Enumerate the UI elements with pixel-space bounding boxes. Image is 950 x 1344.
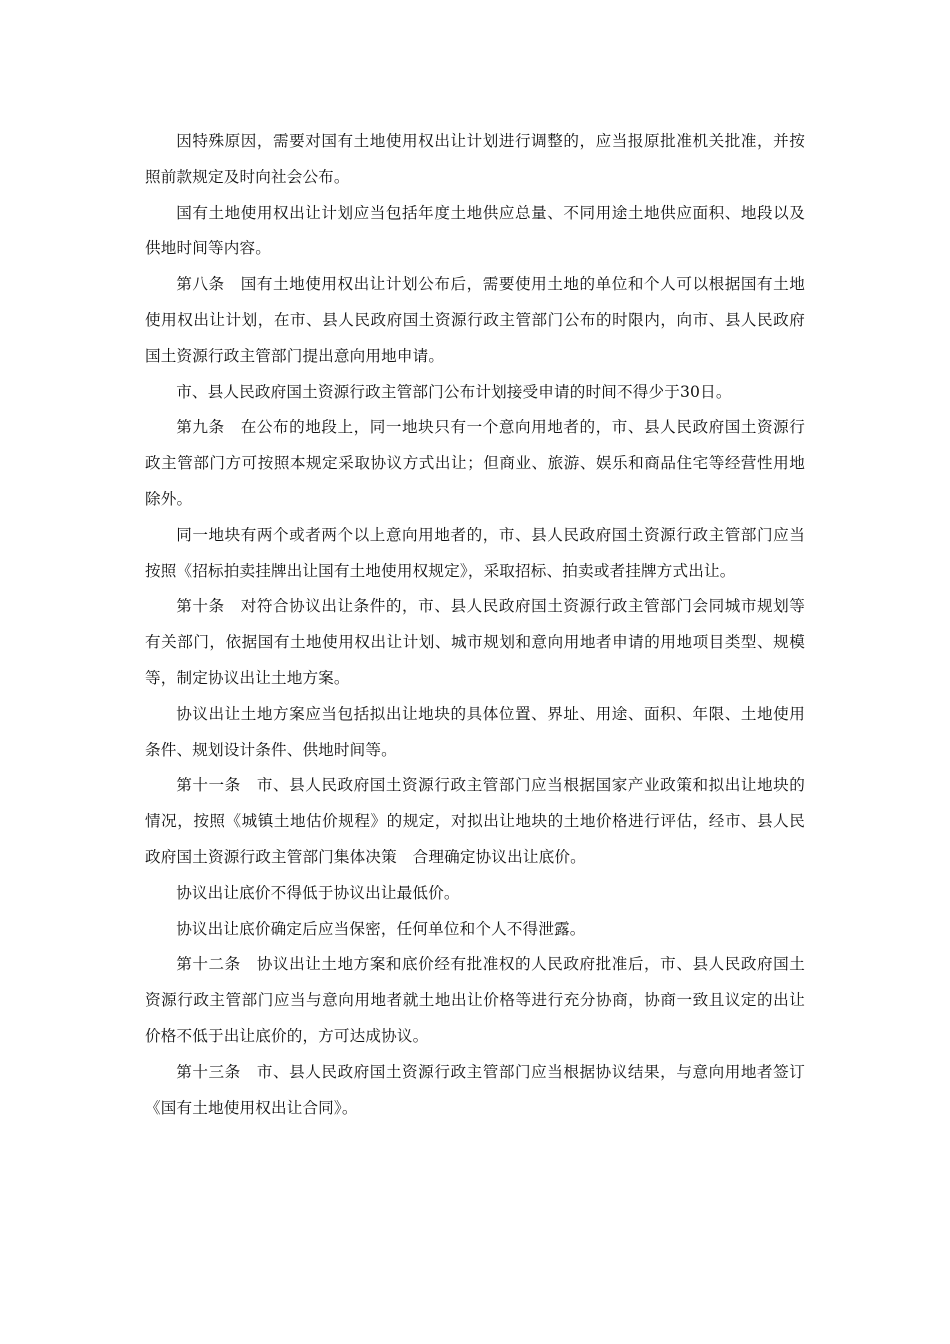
paragraph-article-8: 第八条 国有土地使用权出让计划公布后，需要使用土地的单位和个人可以根据国有土地使用权出让计划，在市、县人民政府国土资源行政主管部门公布的时限内，向市、县人民政府国土资源行政主管部门提出意向用地申请。 [145, 275, 805, 365]
paragraph-article-12: 第十二条 协议出让土地方案和底价经有批准权的人民政府批准后，市、县人民政府国土资源行政主管部门应当与意向用地者就土地出让价格等进行充分协商，协商一致且议定的出让价格不低于出让底价的，方可达成协议。 [145, 955, 805, 1045]
paragraph: 同一地块有两个或者两个以上意向用地者的，市、县人民政府国土资源行政主管部门应当按照《招标拍卖挂牌出让国有土地使用权规定》，采取招标、拍卖或者挂牌方式出让。 [145, 525, 805, 580]
paragraph-article-9: 第九条 在公布的地段上，同一地块只有一个意向用地者的，市、县人民政府国土资源行政主管部门方可按照本规定采取协议方式出让；但商业、旅游、娱乐和商品住宅等经营性用地除外。 [145, 418, 805, 508]
paragraph: 市、县人民政府国土资源行政主管部门公布计划接受申请的时间不得少于30日。 [176, 382, 732, 401]
paragraph-article-10: 第十条 对符合协议出让条件的，市、县人民政府国土资源行政主管部门会同城市规划等有关部门，依据国有土地使用权出让计划、城市规划和意向用地者申请的用地项目类型、规模等，制定协议出让土地方案。 [145, 597, 805, 687]
paragraph: 国有土地使用权出让计划应当包括年度土地供应总量、不同用途土地供应面积、地段以及供地时间等内容。 [145, 203, 805, 258]
document-body [145, 124, 805, 1126]
paragraph: 协议出让底价不得低于协议出让最低价。 [176, 883, 460, 902]
paragraph: 协议出让土地方案应当包括拟出让地块的具体位置、界址、用途、面积、年限、土地使用条件、规划设计条件、供地时间等。 [145, 704, 805, 759]
paragraph: 协议出让底价确定后应当保密，任何单位和个人不得泄露。 [176, 919, 586, 938]
paragraph-article-11: 第十一条 市、县人民政府国土资源行政主管部门应当根据国家产业政策和拟出让地块的情况，按照《城镇土地估价规程》的规定，对拟出让地块的土地价格进行评估，经市、县人民政府国土资源行政主管部门集体决策 合理确定协议出让底价。 [145, 776, 805, 866]
paragraph: 因特殊原因，需要对国有土地使用权出让计划进行调整的，应当报原批准机关批准，并按照前款规定及时向社会公布。 [145, 132, 805, 186]
paragraph-article-13: 第十三条 市、县人民政府国土资源行政主管部门应当根据协议结果，与意向用地者签订《国有土地使用权出让合同》。 [145, 1062, 805, 1117]
